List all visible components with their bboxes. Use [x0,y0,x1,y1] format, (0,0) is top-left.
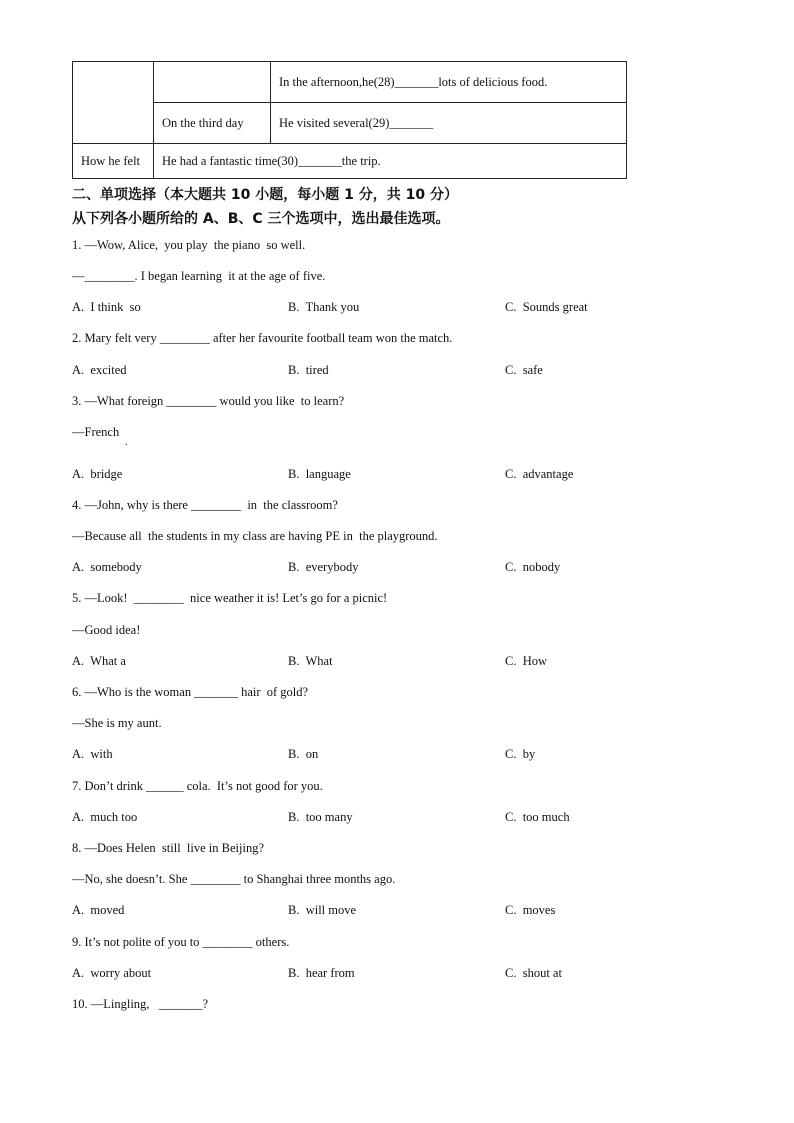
table-row [73,62,627,103]
question-8-line-2: —No, she doesn’t. She ________ to Shanghai three months ago. [72,872,396,886]
question-4-option-b: B. everybody [288,560,359,574]
table-cell-blank-28: In the afternoon,he(28)_______lots of delicious food. [271,62,627,103]
question-8-line-1: 8. —Does Helen still live in Beijing? [72,841,264,855]
stray-mark: . [125,437,128,448]
question-2-option-c: C. safe [505,363,543,377]
question-10-line-1: 10. —Lingling, _______? [72,997,209,1011]
question-1-option-b: B. Thank you [288,300,360,314]
question-3-option-c: C. advantage [505,467,574,481]
question-5-line-2: —Good idea! [72,623,141,637]
question-7-option-a: A. much too [72,810,138,824]
question-5-option-c: C. How [505,654,548,668]
question-7-option-b: B. too many [288,810,353,824]
section-title: 二、单项选择（本大题共 10 小题，每小题 1 分，共 10 分） [72,187,458,203]
question-1-option-c: C. Sounds great [505,300,588,314]
table-cell-third-day: On the third day [154,103,271,144]
question-9-option-a: A. worry about [72,966,152,980]
table-cell-day [154,62,271,103]
question-8-option-b: B. will move [288,903,357,917]
question-9-option-c: C. shout at [505,966,562,980]
question-8-option-c: C. moves [505,903,556,917]
question-6-option-a: A. with [72,747,113,761]
question-1-line-2: —________. I began learning it at the age of five. [72,269,326,283]
question-2-line-1: 2. Mary felt very ________ after her favourite football team won the match. [72,331,453,345]
table-cell-empty [73,62,154,144]
question-3-option-b: B. language [288,467,351,481]
question-4-option-c: C. nobody [505,560,561,574]
question-2-option-b: B. tired [288,363,329,377]
table-row [73,144,627,179]
question-6-option-b: B. on [288,747,319,761]
question-5-option-b: B. What [288,654,333,668]
story-summary-table [72,61,627,179]
question-3-line-2: —French [72,425,120,439]
question-6-line-2: —She is my aunt. [72,716,162,730]
question-6-line-1: 6. —Who is the woman _______ hair of gold? [72,685,309,699]
table-cell-blank-29: He visited several(29)_______ [271,103,627,144]
question-4-option-a: A. somebody [72,560,142,574]
section-instruction: 从下列各小题所给的 A、B、C 三个选项中，选出最佳选项。 [72,211,450,227]
question-8-option-a: A. moved [72,903,125,917]
question-4-line-2: —Because all the students in my class are having PE in the playground. [72,529,438,543]
question-7-option-c: C. too much [505,810,570,824]
question-1-option-a: A. I think so [72,300,141,314]
table-cell-blank-30: He had a fantastic time(30)_______the trip. [154,144,627,179]
question-1-line-1: 1. —Wow, Alice, you play the piano so well. [72,238,306,252]
question-9-line-1: 9. It’s not polite of you to ________ others. [72,935,290,949]
question-3-line-1: 3. —What foreign ________ would you like to learn? [72,394,345,408]
table-cell-how-he-felt: How he felt [73,144,154,179]
table-row [73,103,627,144]
question-9-option-b: B. hear from [288,966,355,980]
question-2-option-a: A. excited [72,363,127,377]
question-4-line-1: 4. —John, why is there ________ in the classroom? [72,498,338,512]
question-5-line-1: 5. —Look! ________ nice weather it is! Let’s go for a picnic! [72,591,388,605]
question-5-option-a: A. What a [72,654,126,668]
question-3-option-a: A. bridge [72,467,123,481]
question-6-option-c: C. by [505,747,536,761]
question-7-line-1: 7. Don’t drink ______ cola. It’s not good for you. [72,779,323,793]
